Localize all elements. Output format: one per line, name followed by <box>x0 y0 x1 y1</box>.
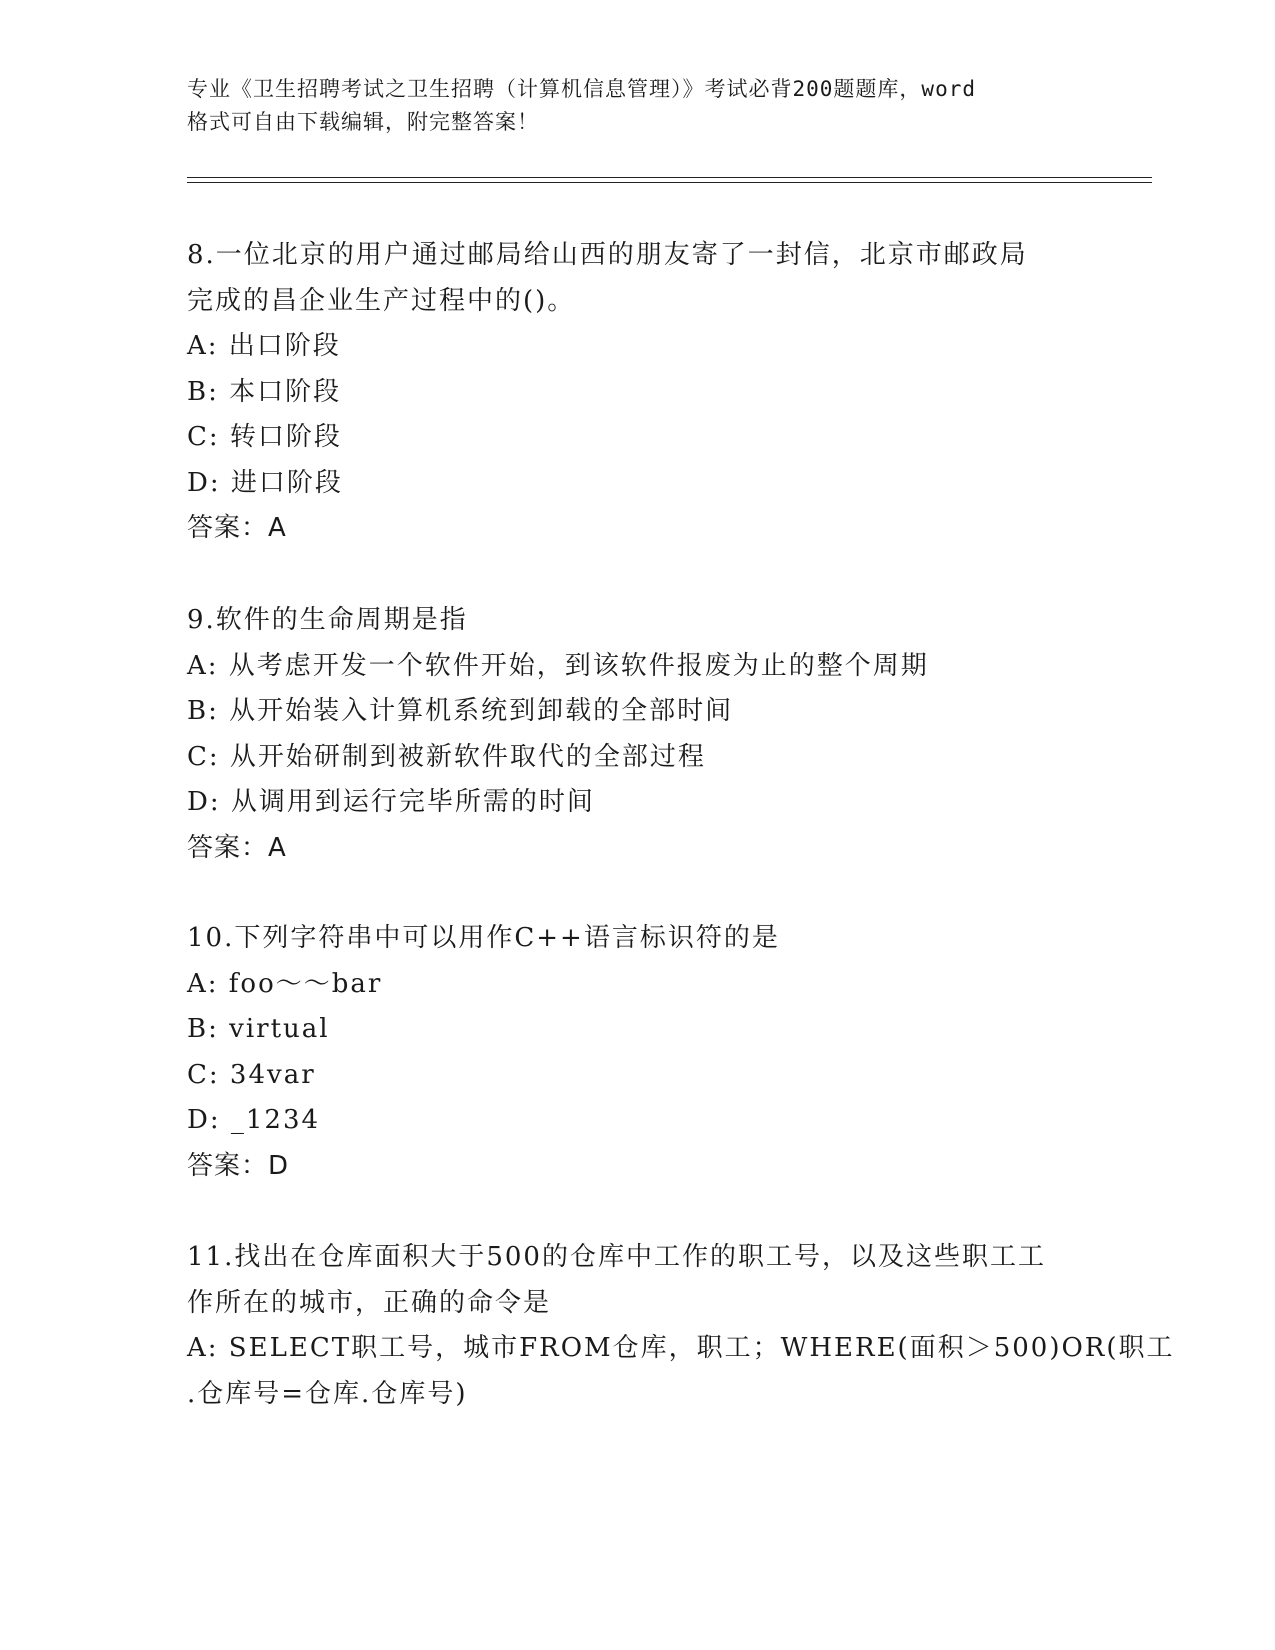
question-11 <box>187 1235 1175 1417</box>
question-stem: 8.一位北京的用户通过邮局给山西的朋友寄了一封信，北京市邮政局 <box>187 240 1028 270</box>
option-a: A: 出口阶段 <box>187 331 341 361</box>
answer: 答案：A <box>187 832 287 863</box>
question-stem: 11.找出在仓库面积大于500的仓库中工作的职工号，以及这些职工工 <box>187 1242 1046 1272</box>
option-a: A: 从考虑开发一个软件开始，到该软件报废为止的整个周期 <box>187 650 929 681</box>
option-a: A: SELECT职工号，城市FROM仓库，职工；WHERE(面积＞500)OR(职工 <box>187 1333 1175 1363</box>
question-stem: 10.下列字符串中可以用作C++语言标识符的是 <box>187 923 780 953</box>
header-divider-top <box>187 177 1152 178</box>
question-9 <box>187 598 1087 871</box>
option-b: B: virtual <box>187 1014 330 1044</box>
header-line-1: 专业《卫生招聘考试之卫生招聘（计算机信息管理）》考试必背200题题库，word <box>187 77 976 101</box>
question-stem: 9.软件的生命周期是指 <box>187 605 468 635</box>
option-d: D: 进口阶段 <box>187 467 343 498</box>
answer: 答案：D <box>187 1150 290 1181</box>
option-a-continued: .仓库号=仓库.仓库号) <box>187 1378 468 1409</box>
option-c: C: 从开始研制到被新软件取代的全部过程 <box>187 741 706 772</box>
question-stem: 作所在的城市，正确的命令是 <box>187 1287 552 1318</box>
option-d: D: _1234 <box>187 1105 321 1135</box>
document-header <box>187 73 1087 139</box>
option-a: A: foo～～bar <box>187 968 383 999</box>
question-8 <box>187 233 1087 552</box>
option-b: B: 本口阶段 <box>187 376 342 407</box>
header-line-2: 格式可自由下载编辑，附完整答案！ <box>187 110 539 134</box>
question-10 <box>187 916 1087 1189</box>
header-divider-bottom <box>187 182 1152 183</box>
option-b: B: 从开始装入计算机系统到卸载的全部时间 <box>187 696 734 726</box>
option-c: C: 34var <box>187 1059 316 1090</box>
option-d: D: 从调用到运行完毕所需的时间 <box>187 787 595 817</box>
option-c: C: 转口阶段 <box>187 422 342 452</box>
answer: 答案：A <box>187 513 287 543</box>
question-stem: 完成的昌企业生产过程中的()。 <box>187 285 576 316</box>
